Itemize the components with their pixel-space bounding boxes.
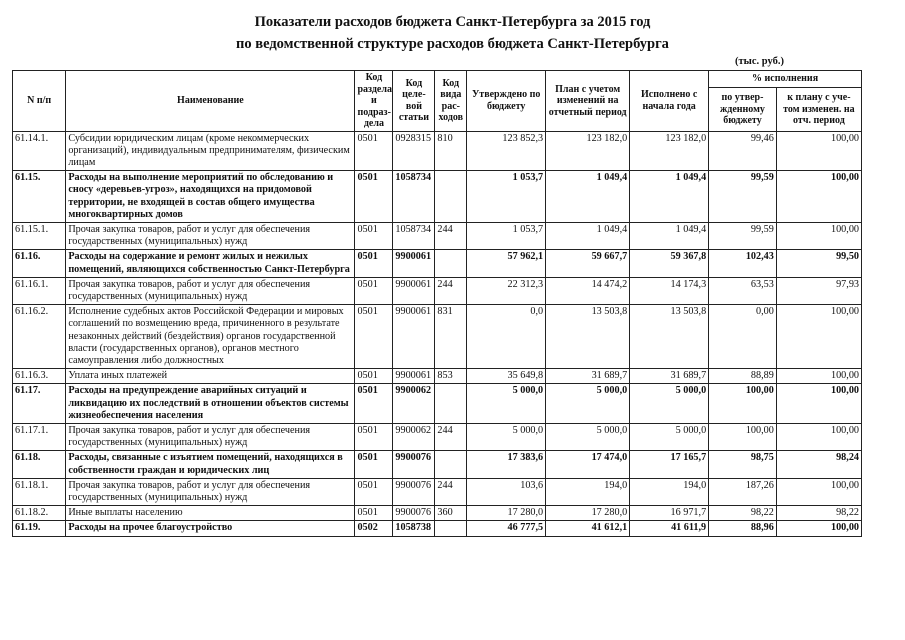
row-vid: 853: [435, 369, 467, 384]
row-statya: 0928315: [393, 131, 435, 171]
row-vid: 831: [435, 305, 467, 369]
row-plan: 14 474,2: [546, 277, 630, 304]
row-number: 61.18.: [13, 451, 66, 478]
table-body: [13, 131, 862, 536]
row-razdel: 0501: [355, 478, 393, 505]
row-pct-plan: 98,22: [776, 506, 861, 521]
row-utv: 57 962,1: [467, 250, 546, 277]
row-number: 61.14.1.: [13, 131, 66, 171]
row-isp: 13 503,8: [630, 305, 709, 369]
header-razdel: Код раздела и подраз- дела: [355, 71, 393, 132]
row-statya: 1058734: [393, 222, 435, 249]
row-plan: 5 000,0: [546, 423, 630, 450]
row-name: Прочая закупка товаров, работ и услуг для обеспечения государственных (муниципальных) нужд: [66, 222, 355, 249]
row-pct-utv: 98,22: [709, 506, 777, 521]
row-name: Расходы на содержание и ремонт жилых и нежилых помещений, являющихся собственностью Санкт-Петербурга: [66, 250, 355, 277]
row-name: Расходы на выполнение мероприятий по обследованию и сносу «деревьев-угроз», находящихся на придомовой территории, не входящей в состав общего имущества многоквартирных домов: [66, 171, 355, 223]
row-plan: 59 667,7: [546, 250, 630, 277]
row-utv: 17 280,0: [467, 506, 546, 521]
table-row: [13, 369, 862, 384]
row-pct-plan: 98,24: [776, 451, 861, 478]
row-statya: 1058738: [393, 521, 435, 536]
row-pct-utv: 88,96: [709, 521, 777, 536]
table-row: [13, 305, 862, 369]
budget-table: [12, 70, 862, 537]
table-row: [13, 521, 862, 536]
row-isp: 123 182,0: [630, 131, 709, 171]
row-plan: 41 612,1: [546, 521, 630, 536]
row-pct-utv: 63,53: [709, 277, 777, 304]
row-pct-plan: 100,00: [776, 305, 861, 369]
row-vid: [435, 171, 467, 223]
table-row: [13, 423, 862, 450]
header-pct: % исполнения: [709, 71, 862, 88]
row-vid: 360: [435, 506, 467, 521]
table-row: [13, 171, 862, 223]
table-row: [13, 277, 862, 304]
row-name: Расходы, связанные с изъятием помещений, находящихся в собственности граждан и юридических лиц: [66, 451, 355, 478]
row-razdel: 0501: [355, 131, 393, 171]
row-plan: 17 474,0: [546, 451, 630, 478]
row-isp: 1 049,4: [630, 222, 709, 249]
row-pct-plan: 100,00: [776, 131, 861, 171]
report-title-line2: по ведомственной структуре расходов бюджета Санкт-Петербурга: [236, 36, 669, 52]
row-isp: 14 174,3: [630, 277, 709, 304]
row-utv: 1 053,7: [467, 171, 546, 223]
row-isp: 5 000,0: [630, 423, 709, 450]
row-pct-plan: 100,00: [776, 521, 861, 536]
row-name: Субсидии юридическим лицам (кроме некоммерческих организаций), индивидуальным предпринимателям, физическим лицам: [66, 131, 355, 171]
header-vid: Код вида рас- ходов: [435, 71, 467, 132]
row-isp: 1 049,4: [630, 171, 709, 223]
header-statya: Код целе- вой статьи: [393, 71, 435, 132]
row-isp: 194,0: [630, 478, 709, 505]
row-utv: 0,0: [467, 305, 546, 369]
row-vid: [435, 384, 467, 424]
table-row: [13, 506, 862, 521]
row-plan: 1 049,4: [546, 171, 630, 223]
row-vid: [435, 451, 467, 478]
row-pct-utv: 99,46: [709, 131, 777, 171]
row-utv: 103,6: [467, 478, 546, 505]
row-plan: 194,0: [546, 478, 630, 505]
row-razdel: 0501: [355, 277, 393, 304]
row-plan: 5 000,0: [546, 384, 630, 424]
row-number: 61.16.2.: [13, 305, 66, 369]
header-pct-utv: по утвер- жденному бюджету: [709, 88, 777, 131]
row-razdel: 0501: [355, 451, 393, 478]
row-utv: 17 383,6: [467, 451, 546, 478]
row-plan: 123 182,0: [546, 131, 630, 171]
row-number: 61.16.: [13, 250, 66, 277]
row-razdel: 0501: [355, 423, 393, 450]
row-razdel: 0501: [355, 384, 393, 424]
row-vid: 810: [435, 131, 467, 171]
row-plan: 1 049,4: [546, 222, 630, 249]
row-plan: 13 503,8: [546, 305, 630, 369]
row-pct-plan: 100,00: [776, 478, 861, 505]
row-pct-utv: 100,00: [709, 384, 777, 424]
units-label: (тыс. руб.): [735, 56, 784, 67]
row-pct-plan: 99,50: [776, 250, 861, 277]
row-statya: 9900062: [393, 384, 435, 424]
row-statya: 9900076: [393, 451, 435, 478]
row-pct-plan: 100,00: [776, 369, 861, 384]
row-razdel: 0501: [355, 222, 393, 249]
row-pct-utv: 0,00: [709, 305, 777, 369]
row-razdel: 0501: [355, 369, 393, 384]
row-utv: 5 000,0: [467, 384, 546, 424]
row-pct-utv: 88,89: [709, 369, 777, 384]
row-number: 61.17.: [13, 384, 66, 424]
row-statya: 9900061: [393, 305, 435, 369]
row-name: Иные выплаты населению: [66, 506, 355, 521]
row-pct-utv: 99,59: [709, 171, 777, 223]
header-pct-plan: к плану с уче- том изменен. на отч. период: [776, 88, 861, 131]
row-vid: [435, 250, 467, 277]
row-pct-plan: 100,00: [776, 384, 861, 424]
row-statya: 9900062: [393, 423, 435, 450]
row-pct-plan: 100,00: [776, 222, 861, 249]
row-razdel: 0501: [355, 171, 393, 223]
report-title-line1: Показатели расходов бюджета Санкт-Петербурга за 2015 год: [254, 14, 651, 30]
row-number: 61.18.2.: [13, 506, 66, 521]
row-number: 61.16.3.: [13, 369, 66, 384]
row-utv: 5 000,0: [467, 423, 546, 450]
row-razdel: 0502: [355, 521, 393, 536]
row-isp: 41 611,9: [630, 521, 709, 536]
row-statya: 9900061: [393, 277, 435, 304]
row-number: 61.19.: [13, 521, 66, 536]
row-utv: 35 649,8: [467, 369, 546, 384]
row-utv: 1 053,7: [467, 222, 546, 249]
row-number: 61.15.1.: [13, 222, 66, 249]
row-statya: 9900076: [393, 506, 435, 521]
row-vid: 244: [435, 478, 467, 505]
row-isp: 17 165,7: [630, 451, 709, 478]
row-vid: 244: [435, 277, 467, 304]
row-isp: 31 689,7: [630, 369, 709, 384]
table-row: [13, 131, 862, 171]
row-utv: 46 777,5: [467, 521, 546, 536]
table-header: [13, 71, 862, 132]
row-name: Расходы на прочее благоустройство: [66, 521, 355, 536]
row-pct-utv: 99,59: [709, 222, 777, 249]
table-row: [13, 250, 862, 277]
row-vid: 244: [435, 423, 467, 450]
row-name: Исполнение судебных актов Российской Федерации и мировых соглашений по возмещению вреда, причиненного в результате незаконных действий (бездействия) органов государственной власти (государственных органов), органов местного самоуправления либо должностных: [66, 305, 355, 369]
row-statya: 9900061: [393, 369, 435, 384]
header-plan: План с учетом изменений на отчетный период: [546, 71, 630, 132]
row-razdel: 0501: [355, 506, 393, 521]
row-vid: [435, 521, 467, 536]
row-isp: 5 000,0: [630, 384, 709, 424]
table-row: [13, 451, 862, 478]
header-utv: Утверждено по бюджету: [467, 71, 546, 132]
row-number: 61.17.1.: [13, 423, 66, 450]
header-num: N п/п: [13, 71, 66, 132]
row-pct-plan: 100,00: [776, 423, 861, 450]
header-isp: Исполнено с начала года: [630, 71, 709, 132]
row-name: Уплата иных платежей: [66, 369, 355, 384]
row-number: 61.18.1.: [13, 478, 66, 505]
row-isp: 16 971,7: [630, 506, 709, 521]
row-pct-utv: 187,26: [709, 478, 777, 505]
row-name: Расходы на предупреждение аварийных ситуаций и ликвидацию их последствий в отношении объектов системы жизнеобеспечения населения: [66, 384, 355, 424]
row-isp: 59 367,8: [630, 250, 709, 277]
row-name: Прочая закупка товаров, работ и услуг для обеспечения государственных (муниципальных) нужд: [66, 277, 355, 304]
row-pct-plan: 97,93: [776, 277, 861, 304]
row-razdel: 0501: [355, 250, 393, 277]
row-name: Прочая закупка товаров, работ и услуг для обеспечения государственных (муниципальных) нужд: [66, 423, 355, 450]
table-row: [13, 384, 862, 424]
row-plan: 31 689,7: [546, 369, 630, 384]
row-pct-utv: 98,75: [709, 451, 777, 478]
row-utv: 123 852,3: [467, 131, 546, 171]
row-number: 61.16.1.: [13, 277, 66, 304]
row-pct-utv: 100,00: [709, 423, 777, 450]
row-statya: 9900076: [393, 478, 435, 505]
row-pct-utv: 102,43: [709, 250, 777, 277]
table-row: [13, 478, 862, 505]
row-number: 61.15.: [13, 171, 66, 223]
row-statya: 1058734: [393, 171, 435, 223]
row-vid: 244: [435, 222, 467, 249]
row-utv: 22 312,3: [467, 277, 546, 304]
header-name: Наименование: [66, 71, 355, 132]
row-plan: 17 280,0: [546, 506, 630, 521]
row-pct-plan: 100,00: [776, 171, 861, 223]
table-row: [13, 222, 862, 249]
row-razdel: 0501: [355, 305, 393, 369]
row-name: Прочая закупка товаров, работ и услуг для обеспечения государственных (муниципальных) нужд: [66, 478, 355, 505]
row-statya: 9900061: [393, 250, 435, 277]
